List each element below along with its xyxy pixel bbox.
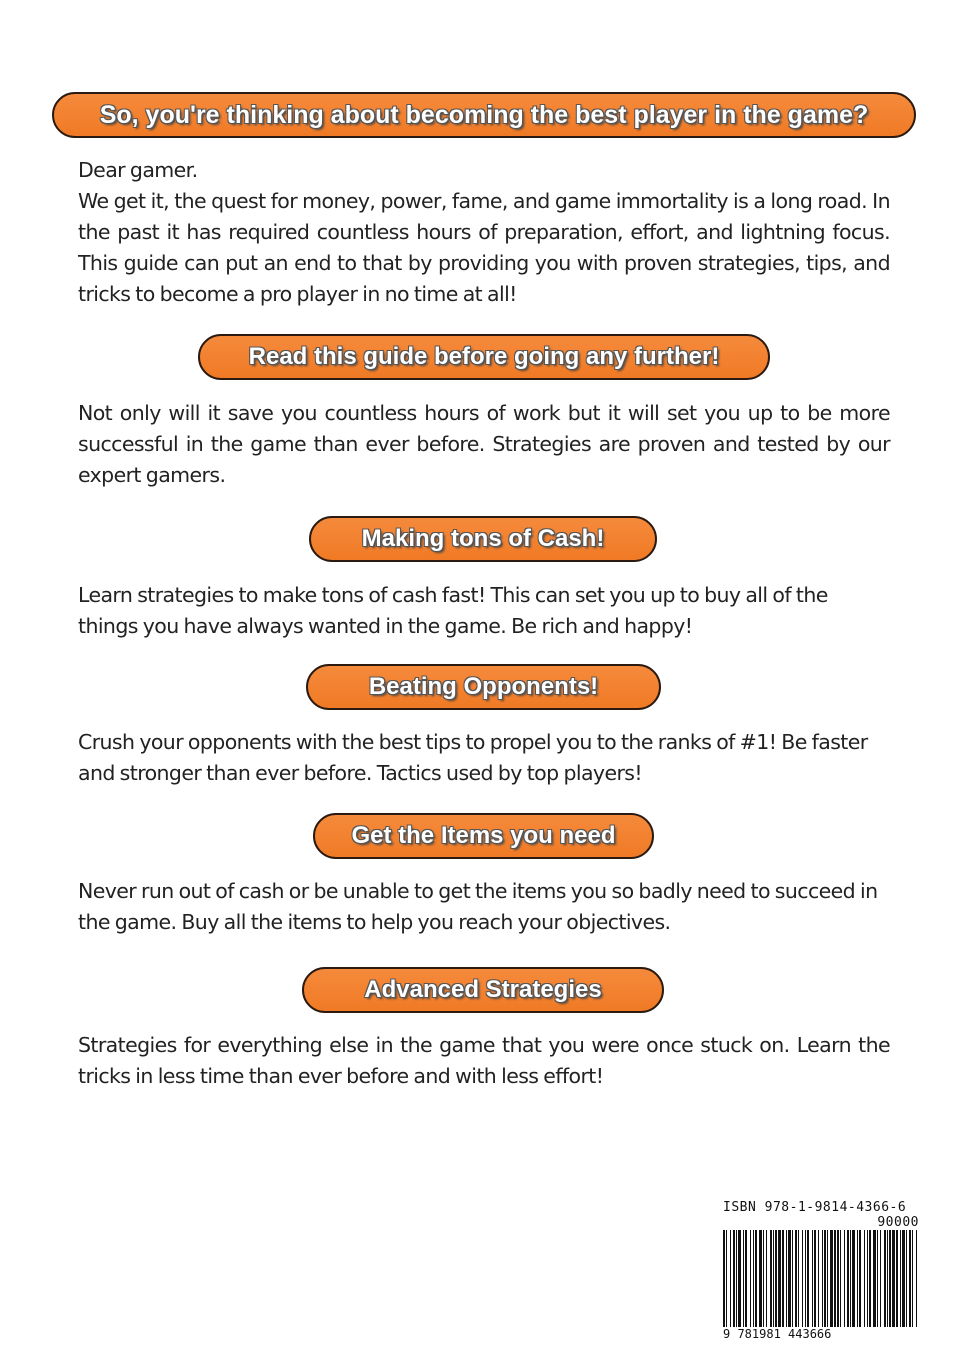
barcode-stripe — [827, 1230, 828, 1330]
barcode-stripe — [857, 1230, 858, 1330]
barcode-stripe — [778, 1230, 781, 1330]
barcode-stripe — [770, 1230, 772, 1330]
barcode-stripe — [726, 1230, 727, 1330]
barcode-stripe — [877, 1230, 878, 1330]
heading-banner-read-guide: Read this guide before going any further! — [198, 334, 770, 380]
heading-banner-cash: Making tons of Cash! — [309, 516, 657, 562]
barcode-digits: 9 781981 443666 — [723, 1327, 919, 1341]
barcode-stripe — [738, 1230, 741, 1330]
barcode-stripe — [786, 1230, 787, 1330]
price-code: 90000 — [877, 1215, 919, 1230]
isbn-number: ISBN 978-1-9814-4366-6 — [723, 1200, 907, 1215]
greeting-text: Dear gamer. — [78, 158, 198, 182]
barcode-stripe — [802, 1230, 803, 1330]
barcode-stripe — [730, 1230, 731, 1330]
barcode-stripe — [795, 1230, 797, 1330]
barcode-stripe — [798, 1230, 799, 1330]
barcode-stripe — [824, 1230, 826, 1330]
barcode-stripe — [743, 1230, 744, 1330]
barcode-stripe — [864, 1230, 865, 1330]
barcode-stripe — [830, 1230, 833, 1330]
barcode-stripe — [869, 1230, 871, 1330]
barcode-stripe — [834, 1230, 836, 1330]
barcode-stripe — [736, 1230, 737, 1330]
barcode-stripe — [775, 1230, 777, 1330]
opponents-paragraph: Crush your opponents with the best tips to propel you to the ranks of #1! Be faster and stronger than ever before. Tactics used by top players! — [78, 730, 868, 785]
barcode-stripe — [867, 1230, 868, 1330]
barcode-stripe — [892, 1230, 895, 1330]
barcode-stripe — [818, 1230, 819, 1330]
intro-paragraph: We get it, the quest for money, power, fame, and game immortality is a long road. In the past it has required countless hours of preparation, effort, and lightning focus. This guide can put an end to that by providing you with proven strategies, tips, and tricks to become a pro player in no time at all! — [78, 189, 890, 306]
barcode-stripe — [912, 1230, 913, 1330]
barcode-stripe — [792, 1230, 793, 1330]
barcode-stripe — [916, 1230, 917, 1330]
barcode-stripe — [723, 1230, 725, 1330]
barcode-stripe — [906, 1230, 907, 1330]
barcode-stripe — [753, 1230, 754, 1330]
barcode-stripe — [745, 1230, 747, 1330]
barcode-stripe — [782, 1230, 784, 1330]
barcode-stripe — [788, 1230, 791, 1330]
barcode-stripe — [755, 1230, 757, 1330]
barcode-stripe — [889, 1230, 891, 1330]
isbn-barcode — [723, 1200, 919, 1340]
read-guide-paragraph: Not only will it save you countless hours of work but it will set you up to be more successful in the game than ever before. Strategies are proven and tested by our expert gamers. — [78, 401, 890, 487]
barcode-stripe — [880, 1230, 881, 1330]
advanced-paragraph: Strategies for everything else in the game that you were once stuck on. Learn the tricks in less time than ever before and with less effort! — [78, 1033, 890, 1088]
barcode-stripe — [909, 1230, 911, 1330]
items-paragraph: Never run out of cash or be unable to get the items you so badly need to succeed in the game. Buy all the items to help you reach your objectives. — [78, 879, 878, 934]
barcode-stripe — [750, 1230, 751, 1330]
barcode-stripe — [896, 1230, 898, 1330]
barcode-stripe — [844, 1230, 845, 1330]
barcode-stripe — [812, 1230, 813, 1330]
heading-banner-intro: So, you're thinking about becoming the best player in the game? — [52, 92, 916, 138]
barcode-stripe — [902, 1230, 905, 1330]
barcode-stripe — [759, 1230, 762, 1330]
barcode-stripe — [850, 1230, 851, 1330]
barcode-stripe — [733, 1230, 735, 1330]
barcode-stripe — [847, 1230, 849, 1330]
barcode-stripe — [807, 1230, 809, 1330]
heading-banner-opponents: Beating Opponents! — [306, 664, 661, 710]
barcode-stripe — [852, 1230, 855, 1330]
heading-banner-items: Get the Items you need — [313, 813, 654, 859]
barcode-stripe — [900, 1230, 901, 1330]
barcode-stripe — [805, 1230, 806, 1330]
barcode-stripe — [840, 1230, 841, 1330]
barcode-stripe — [763, 1230, 764, 1330]
barcode-stripe — [814, 1230, 816, 1330]
barcode-stripe — [773, 1230, 774, 1330]
barcode-stripe — [887, 1230, 888, 1330]
barcode-bars — [723, 1230, 919, 1330]
barcode-stripe — [873, 1230, 876, 1330]
barcode-stripe — [884, 1230, 886, 1330]
barcode-stripe — [837, 1230, 839, 1330]
barcode-stripe — [822, 1230, 823, 1330]
barcode-stripe — [859, 1230, 861, 1330]
heading-banner-advanced: Advanced Strategies — [302, 967, 664, 1013]
barcode-stripe — [766, 1230, 767, 1330]
cash-paragraph: Learn strategies to make tons of cash fast! This can set you up to buy all of the things you have always wanted in the game. Be rich and happy! — [78, 583, 828, 638]
